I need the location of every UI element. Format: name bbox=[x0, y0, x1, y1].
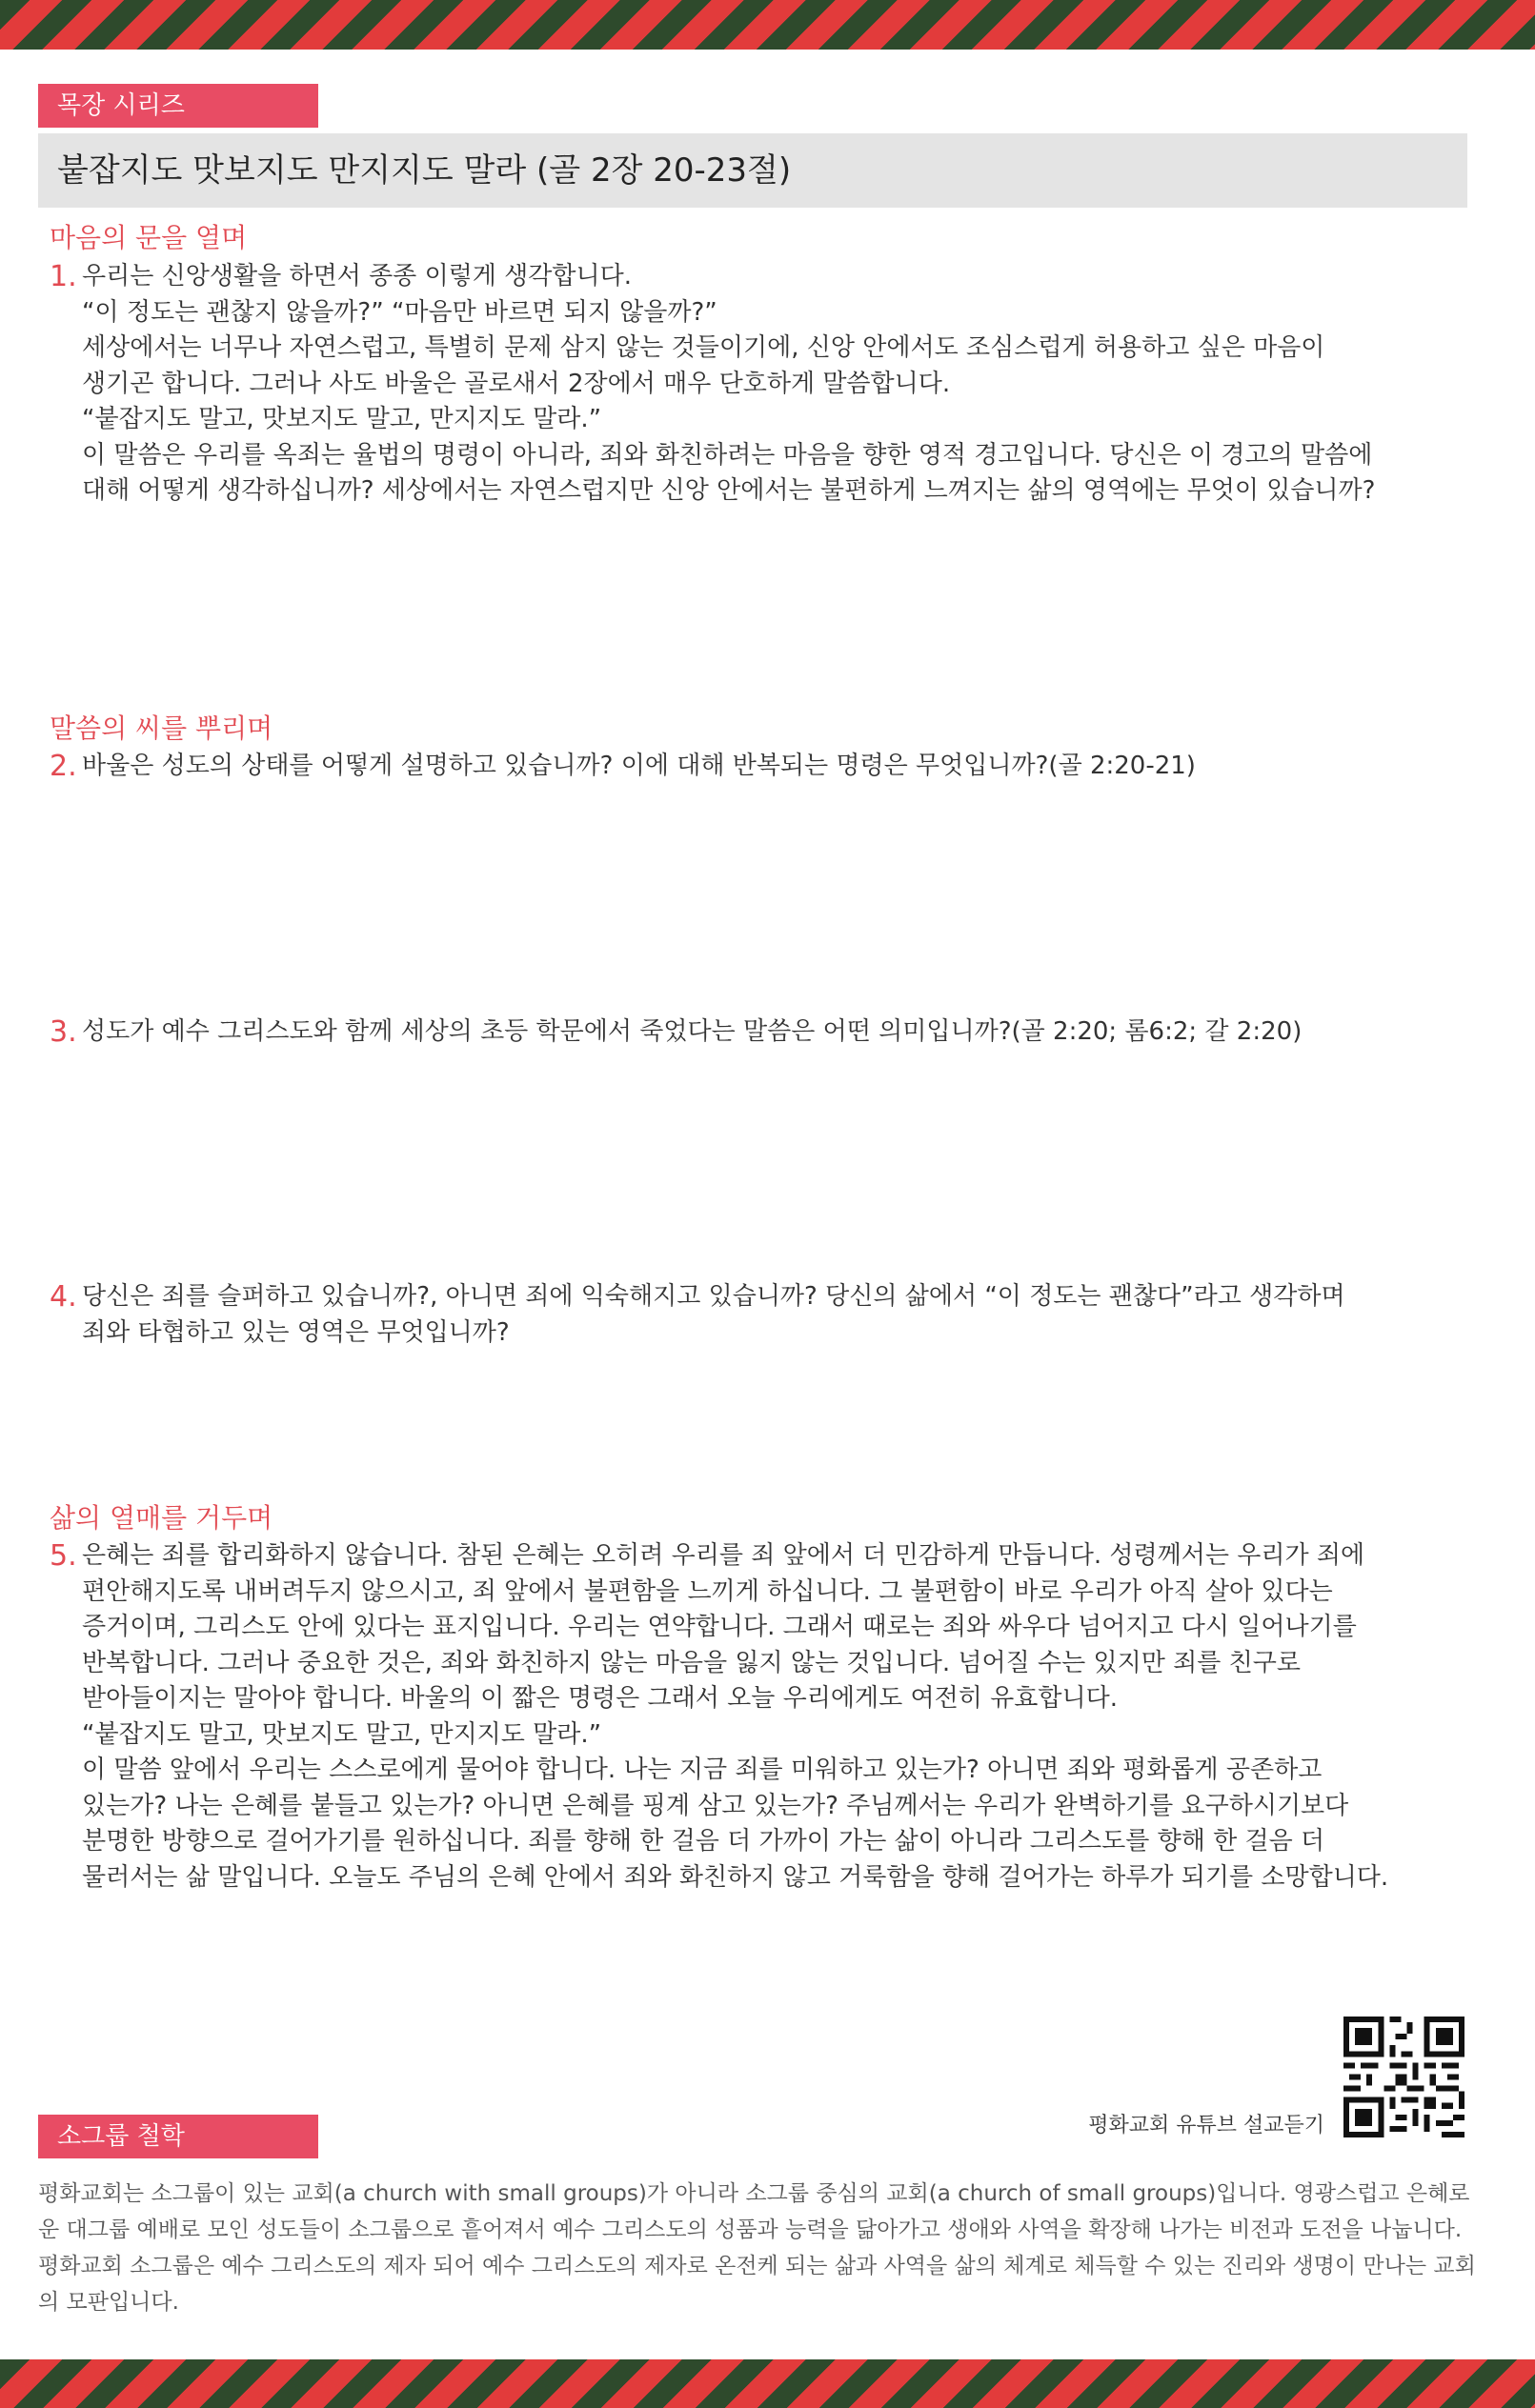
question-text-line: 이 말씀 앞에서 우리는 스스로에게 물어야 합니다. 나는 지금 죄를 미워하고 있는가? 아니면 죄와 평화롭게 공존하고 bbox=[82, 1756, 1323, 1784]
question-text-line: 바울은 성도의 상태를 어떻게 설명하고 있습니까? 이에 대해 반복되는 명령은 무엇입니까?(골 2:20-21) bbox=[82, 752, 1196, 780]
bottom-stripe-border bbox=[0, 2359, 1535, 2408]
question-text-line: 당신은 죄를 슬퍼하고 있습니까?, 아니면 죄에 익숙해지고 있습니까? 당신의 삶에서 “이 정도는 괜찮다”라고 생각하며 bbox=[82, 1282, 1345, 1311]
question-number: 5. bbox=[50, 1539, 77, 1573]
question-text-line: 받아들이지는 말아야 합니다. 바울의 이 짧은 명령은 그래서 오늘 우리에게도 여전히 유효합니다. bbox=[82, 1684, 1118, 1713]
question-text-line: 있는가? 나는 은혜를 붙들고 있는가? 아니면 은혜를 핑계 삼고 있는가? 주님께서는 우리가 완벽하기를 요구하시기보다 bbox=[82, 1791, 1349, 1820]
question-text-line: 죄와 타협하고 있는 영역은 무엇입니까? bbox=[82, 1317, 510, 1347]
question-text-line: “이 정도는 괜찮지 않을까?” “마음만 바르면 되지 않을까?” bbox=[82, 297, 717, 327]
top-stripe-border bbox=[0, 0, 1535, 50]
question-text-line: 성도가 예수 그리스도와 함께 세상의 초등 학문에서 죽었다는 말씀은 어떤 의미입니까?(골 2:20; 롬6:2; 갈 2:20) bbox=[82, 1017, 1303, 1046]
qr-caption: 평화교회 유튜브 설교듣기 bbox=[1088, 2114, 1324, 2137]
philosophy-tag: 소그룹 철학 bbox=[38, 2115, 318, 2158]
question-text-line: “붙잡지도 말고, 맛보지도 말고, 만지지도 말라.” bbox=[82, 405, 602, 433]
question-4 bbox=[50, 1279, 1479, 1351]
section-heading-sow-word: 말씀의 씨를 뿌리며 bbox=[50, 712, 273, 744]
question-text-line: 물러서는 삶 말입니다. 오늘도 주님의 은혜 안에서 죄와 화친하지 않고 거룩함을 향해 걸어가는 하루가 되기를 소망합니다. bbox=[82, 1862, 1389, 1892]
question-number: 3. bbox=[50, 1015, 77, 1049]
question-text-line: 편안해지도록 내버려두지 않으시고, 죄 앞에서 불편함을 느끼게 하십니다. 그 불편함이 바로 우리가 아직 살아 있다는 bbox=[82, 1576, 1333, 1606]
question-number: 4. bbox=[50, 1280, 77, 1314]
question-text-line: 분명한 방향으로 걸어가기를 원하십니다. 죄를 향해 한 걸음 더 가까이 가는 삶이 아니라 그리스도를 향해 한 걸음 더 bbox=[82, 1827, 1325, 1856]
page-title: 붙잡지도 맛보지도 만지지도 말라 (골 2장 20-23절) bbox=[38, 133, 1467, 208]
philosophy-text: 평화교회는 소그룹이 있는 교회(a church with small groups)가 아니라 소그룹 중심의 교회(a church of small groups)입니다. 영광스럽고 은혜로운 대그룹 예배로 모인 성도들이 소그룹으로 흩어져서 예수 그리스도의 성품과 능력을 닮아가고 생애와 사역을 확장해 나가는 비전과 도전을 나눕니다. 평화교회 소그룹은 예수 그리스도의 제자 되어 예수 그리스도의 제자로 온전케 되는 삶과 사역을 삶의 체계로 체득할 수 있는 진리와 생명이 만나는 교회의 모판입니다. bbox=[38, 2181, 1476, 2315]
question-text-line: 증거이며, 그리스도 안에 있다는 표지입니다. 우리는 연약합니다. 그래서 때로는 죄와 싸우다 넘어지고 다시 일어나기를 bbox=[82, 1613, 1357, 1641]
question-text-line: 이 말씀은 우리를 옥죄는 율법의 명령이 아니라, 죄와 화친하려는 마음을 향한 영적 경고입니다. 당신은 이 경고의 말씀에 bbox=[82, 440, 1373, 470]
section-heading-open-heart: 마음의 문을 열며 bbox=[50, 222, 248, 253]
question-text-line: 은혜는 죄를 합리화하지 않습니다. 참된 은혜는 오히려 우리를 죄 앞에서 더 민감하게 만듭니다. 성령께서는 우리가 죄에 bbox=[82, 1541, 1365, 1570]
question-number: 2. bbox=[50, 750, 77, 783]
question-number: 1. bbox=[50, 260, 77, 293]
question-text-line: 대해 어떻게 생각하십니까? 세상에서는 자연스럽지만 신앙 안에서는 불편하게 느껴지는 삶의 영역에는 무엇이 있습니까? bbox=[82, 476, 1376, 505]
question-text-line: 반복합니다. 그러나 중요한 것은, 죄와 화친하지 않는 마음을 잃지 않는 것입니다. 넘어질 수는 있지만 죄를 친구로 bbox=[82, 1648, 1301, 1677]
question-text-line: 세상에서는 너무나 자연스럽고, 특별히 문제 삼지 않는 것들이기에, 신앙 안에서도 조심스럽게 허용하고 싶은 마음이 bbox=[82, 333, 1325, 362]
question-3 bbox=[50, 1014, 1479, 1051]
question-text-line: “붙잡지도 말고, 맛보지도 말고, 만지지도 말라.” bbox=[82, 1719, 602, 1749]
section-heading-harvest: 삶의 열매를 거두며 bbox=[50, 1502, 273, 1534]
series-tag: 목장 시리즈 bbox=[38, 84, 318, 128]
question-1 bbox=[50, 259, 1479, 510]
qr-code[interactable] bbox=[1343, 2017, 1464, 2137]
question-2 bbox=[50, 749, 1479, 785]
question-text-line: 우리는 신앙생활을 하면서 종종 이렇게 생각합니다. bbox=[82, 262, 633, 291]
question-5 bbox=[50, 1538, 1479, 1896]
question-text-line: 생기곤 합니다. 그러나 사도 바울은 골로새서 2장에서 매우 단호하게 말씀합니다. bbox=[82, 369, 951, 398]
